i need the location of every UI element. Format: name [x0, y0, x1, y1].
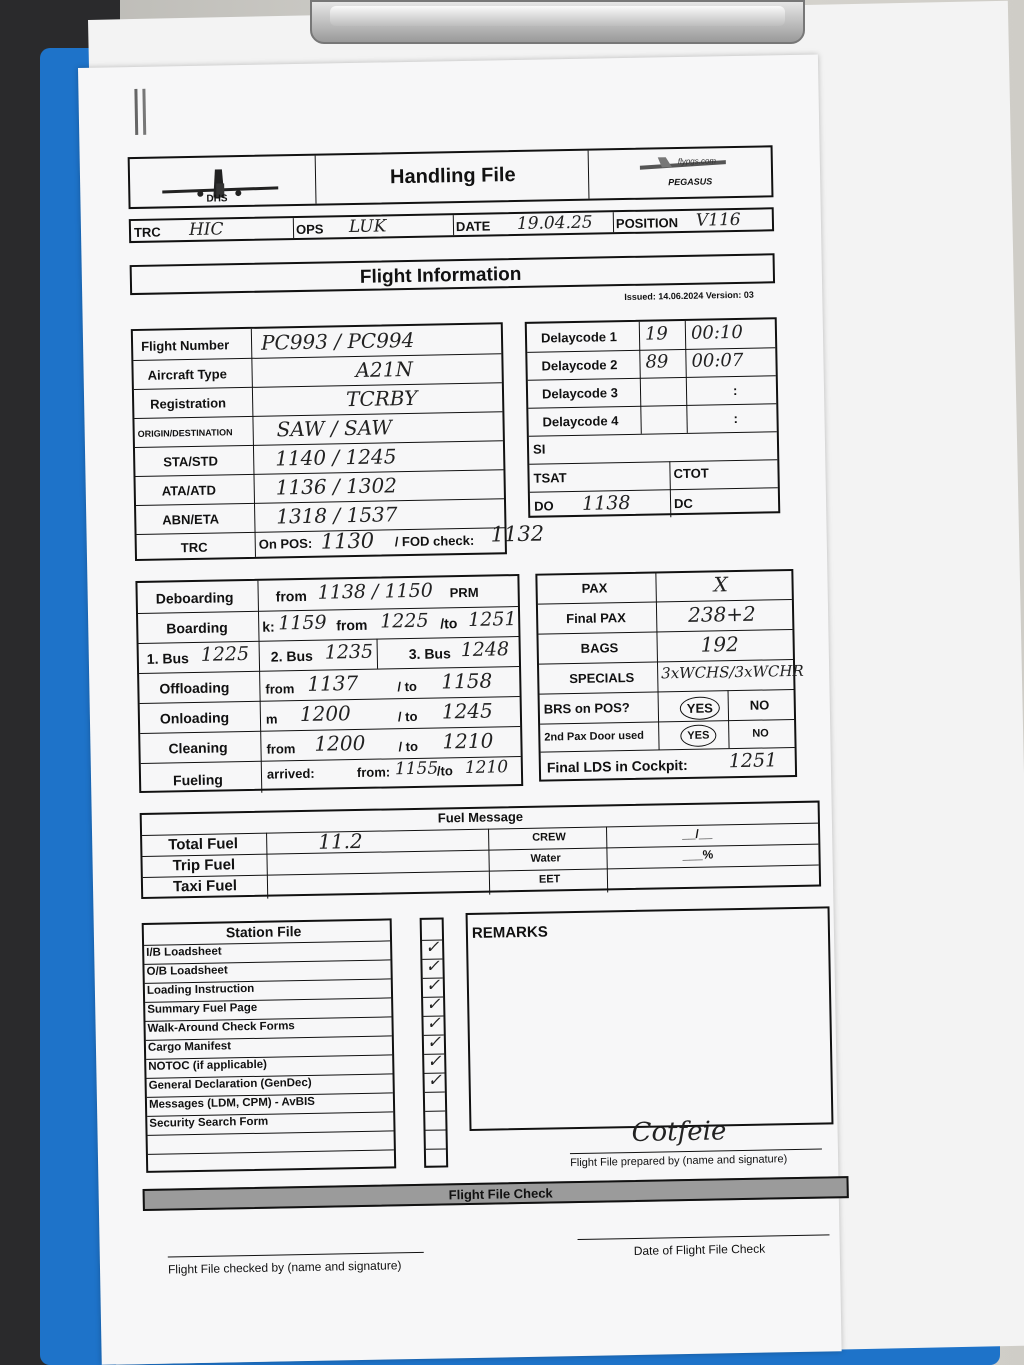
- cleaning-to-value: 1210: [442, 728, 494, 754]
- punch-mark: [142, 89, 146, 135]
- signature: Cotfeie: [631, 1116, 727, 1149]
- sta-std-value: 1140 / 1245: [274, 444, 397, 471]
- info-bar: [129, 207, 774, 243]
- station-file-item: General Declaration (GenDec): [148, 1076, 312, 1092]
- second-pax-door-label: 2nd Pax Door used: [544, 729, 645, 744]
- bus-3-value: 1248: [460, 638, 510, 662]
- date-check-label: Date of Flight File Check: [633, 1241, 766, 1259]
- delaycode-4-label: Delaycode 4: [542, 413, 619, 430]
- cleaning-from-label: from: [266, 741, 296, 757]
- delaycode-1-time: 00:10: [690, 321, 744, 344]
- pax-label: PAX: [581, 580, 608, 596]
- onloading-to-value: 1245: [441, 698, 493, 724]
- station-file-checkboxes: [420, 917, 449, 1167]
- section-title: Flight Information: [359, 263, 522, 288]
- flight-table: [131, 322, 507, 561]
- offloading-from-label: from: [265, 681, 295, 697]
- checkmark-icon: ✓: [425, 975, 441, 996]
- station-file-item: NOTOC (if applicable): [148, 1058, 268, 1073]
- date-value: 19.04.25: [516, 212, 593, 234]
- station-file-item: I/B Loadsheet: [146, 945, 222, 959]
- station-file-item: O/B Loadsheet: [146, 964, 228, 978]
- final-pax-label: Final PAX: [566, 610, 627, 627]
- clipboard-clip: [310, 0, 805, 44]
- ata-atd-value: 1136 / 1302: [275, 473, 398, 500]
- deboarding-value: 1138 / 1150: [317, 579, 434, 604]
- ops-value: LUK: [348, 216, 387, 238]
- delaycode-2-label: Delaycode 2: [541, 357, 618, 374]
- checkmark-icon: ✓: [424, 937, 440, 958]
- station-file-title: Station File: [225, 923, 302, 941]
- station-file-table: [142, 918, 397, 1173]
- fueling-to-value: 1210: [464, 757, 509, 779]
- fueling-to-label: /to: [436, 763, 453, 779]
- water-label: Water: [530, 852, 561, 865]
- delaycode-3-time: :: [732, 382, 738, 399]
- pax-door-yes-circled: YES: [680, 724, 716, 747]
- fueling-label: Fueling: [172, 771, 223, 789]
- flight-file-check-label: Flight File Check: [448, 1185, 553, 1203]
- bags-value: 192: [700, 631, 740, 657]
- crew-value: __/__: [682, 826, 713, 842]
- position-label: POSITION: [615, 215, 679, 232]
- trc-value: HIC: [188, 219, 224, 240]
- boarding-label: Boarding: [166, 619, 228, 637]
- page-title: Handling File: [389, 164, 516, 189]
- dhs-logo-text: DHS: [206, 193, 228, 205]
- station-file-item: Loading Instruction: [146, 982, 255, 997]
- fod-check-value: 1132: [490, 521, 545, 547]
- bus-1-value: 1225: [200, 642, 250, 666]
- fueling-from-value: 1155: [394, 758, 439, 780]
- offloading-label: Offloading: [159, 679, 230, 697]
- final-lds-label: Final LDS in Cockpit:: [546, 756, 688, 776]
- ground-ops-table: [135, 574, 523, 793]
- trc-row-label: TRC: [180, 539, 208, 556]
- prepared-by-label: Flight File prepared by (name and signature): [570, 1153, 788, 1170]
- abn-eta-value: 1318 / 1537: [276, 502, 398, 529]
- onloading-label: Onloading: [159, 709, 230, 727]
- sta-std-label: STA/STD: [163, 453, 219, 470]
- do-value: 1138: [581, 491, 631, 515]
- origin-destination-value: SAW / SAW: [276, 415, 393, 442]
- checked-by-label: Flight File checked by (name and signature): [167, 1258, 402, 1277]
- handling-file-sheet: [78, 54, 842, 1364]
- delay-table: [525, 317, 781, 518]
- do-label: DO: [533, 498, 554, 514]
- ata-atd-label: ATA/ATD: [161, 482, 217, 499]
- checkmark-icon: ✓: [427, 1051, 442, 1072]
- flight-file-check-bar: [143, 1176, 849, 1211]
- form-body: [127, 85, 804, 1277]
- pegasus-logo: [638, 152, 729, 194]
- total-fuel-value: 11.2: [317, 828, 363, 854]
- fuel-message-title: Fuel Message: [437, 808, 524, 826]
- onloading-from-label: m: [265, 711, 278, 727]
- onloading-to-label: / to: [397, 708, 418, 725]
- eet-label: EET: [538, 873, 561, 886]
- bus-2-value: 1235: [324, 640, 374, 664]
- bags-label: BAGS: [580, 640, 619, 656]
- dc-label: DC: [673, 495, 693, 512]
- delaycode-1-label: Delaycode 1: [540, 329, 618, 346]
- pax-value: X: [713, 572, 729, 597]
- final-pax-value: 238+2: [687, 601, 756, 627]
- flight-number-label: Flight Number: [140, 337, 230, 354]
- deboarding-from-label: from: [275, 587, 307, 605]
- fueling-arrived-label: arrived:: [266, 765, 315, 782]
- brs-no: NO: [749, 697, 770, 713]
- pegasus-url: flypgs.com: [677, 156, 717, 167]
- water-value: ___%: [682, 847, 714, 863]
- offloading-from-value: 1137: [307, 670, 359, 696]
- checkmark-icon: ✓: [425, 956, 440, 977]
- aircraft-type-label: Aircraft Type: [147, 366, 228, 383]
- brs-on-pos-label: BRS on POS?: [543, 699, 630, 717]
- checkmark-icon: ✓: [427, 1070, 443, 1091]
- onloading-from-value: 1200: [299, 701, 351, 727]
- boarding-from-label: from: [336, 616, 368, 634]
- specials-label: SPECIALS: [569, 669, 635, 687]
- registration-label: Registration: [150, 395, 227, 412]
- boarding-to-value: 1251: [467, 608, 517, 631]
- boarding-k-label: k:: [262, 618, 275, 635]
- bus-2-label: 2. Bus: [270, 647, 313, 665]
- checkmark-icon: ✓: [426, 1013, 442, 1034]
- taxi-fuel-label: Taxi Fuel: [172, 877, 238, 896]
- pax-table: [535, 569, 804, 782]
- boarding-k-value: 1159: [278, 611, 327, 635]
- issued-version: Issued: 14.06.2024 Version: 03: [624, 289, 754, 303]
- bus-3-label: 3. Bus: [408, 645, 451, 663]
- on-pos-value: 1130: [320, 528, 375, 554]
- cleaning-from-value: 1200: [314, 730, 366, 756]
- header-box: [128, 145, 774, 209]
- total-fuel-label: Total Fuel: [168, 835, 239, 854]
- offloading-to-value: 1158: [441, 668, 493, 694]
- cleaning-to-label: / to: [398, 738, 419, 755]
- punch-mark: [134, 89, 138, 135]
- boarding-from-value: 1225: [379, 609, 429, 633]
- delaycode-2-time: 00:07: [691, 349, 744, 372]
- station-file-item: Messages (LDM, CPM) - AvBIS: [148, 1095, 316, 1111]
- aircraft-type-value: A21N: [355, 356, 414, 382]
- on-pos-label: On POS:: [258, 535, 313, 552]
- offloading-to-label: / to: [397, 678, 418, 695]
- deboarding-label: Deboarding: [155, 589, 234, 607]
- specials-value: 3xWCHS/3xWCHR: [661, 661, 804, 683]
- station-file-item: Cargo Manifest: [147, 1040, 232, 1054]
- final-lds-value: 1251: [728, 749, 778, 773]
- station-file-item: Summary Fuel Page: [147, 1001, 258, 1016]
- abn-eta-label: ABN/ETA: [162, 511, 220, 528]
- registration-value: TCRBY: [345, 385, 418, 412]
- crew-label: CREW: [532, 831, 566, 844]
- remarks-title: REMARKS: [471, 923, 548, 942]
- delaycode-2-code: 89: [645, 351, 669, 373]
- date-label: DATE: [455, 218, 491, 235]
- origin-destination-label: ORIGIN/DESTINATION: [137, 427, 233, 439]
- station-file-item: Walk-Around Check Forms: [147, 1020, 295, 1035]
- prm-label: PRM: [449, 584, 479, 601]
- trc-label: TRC: [133, 224, 161, 240]
- position-value: V116: [695, 209, 741, 231]
- remarks-box: [466, 906, 834, 1131]
- delaycode-1-code: 19: [644, 323, 669, 345]
- flight-info-title-box: [130, 253, 775, 295]
- ctot-label: CTOT: [673, 465, 709, 482]
- delaycode-3-label: Delaycode 3: [541, 385, 619, 402]
- station-file-item: Security Search Form: [149, 1115, 269, 1130]
- delaycode-4-time: :: [733, 410, 739, 427]
- checkmark-icon: ✓: [426, 994, 441, 1015]
- pax-door-no: NO: [752, 727, 769, 740]
- brs-yes-circled: YES: [680, 696, 720, 720]
- si-label: SI: [532, 441, 546, 457]
- fueling-from-label: from:: [356, 764, 391, 781]
- tsat-label: TSAT: [533, 470, 567, 486]
- boarding-to-label: /to: [440, 615, 458, 632]
- ops-label: OPS: [295, 221, 324, 238]
- fuel-message-table: [140, 801, 821, 899]
- pegasus-brand: PEGASUS: [668, 176, 713, 188]
- trip-fuel-label: Trip Fuel: [172, 856, 236, 875]
- cleaning-label: Cleaning: [168, 739, 228, 757]
- fod-check-label: / FOD check:: [394, 532, 475, 550]
- checkmark-icon: ✓: [426, 1032, 442, 1053]
- flight-number-value: PC993 / PC994: [260, 327, 415, 355]
- bus-1-label: 1. Bus: [146, 650, 189, 667]
